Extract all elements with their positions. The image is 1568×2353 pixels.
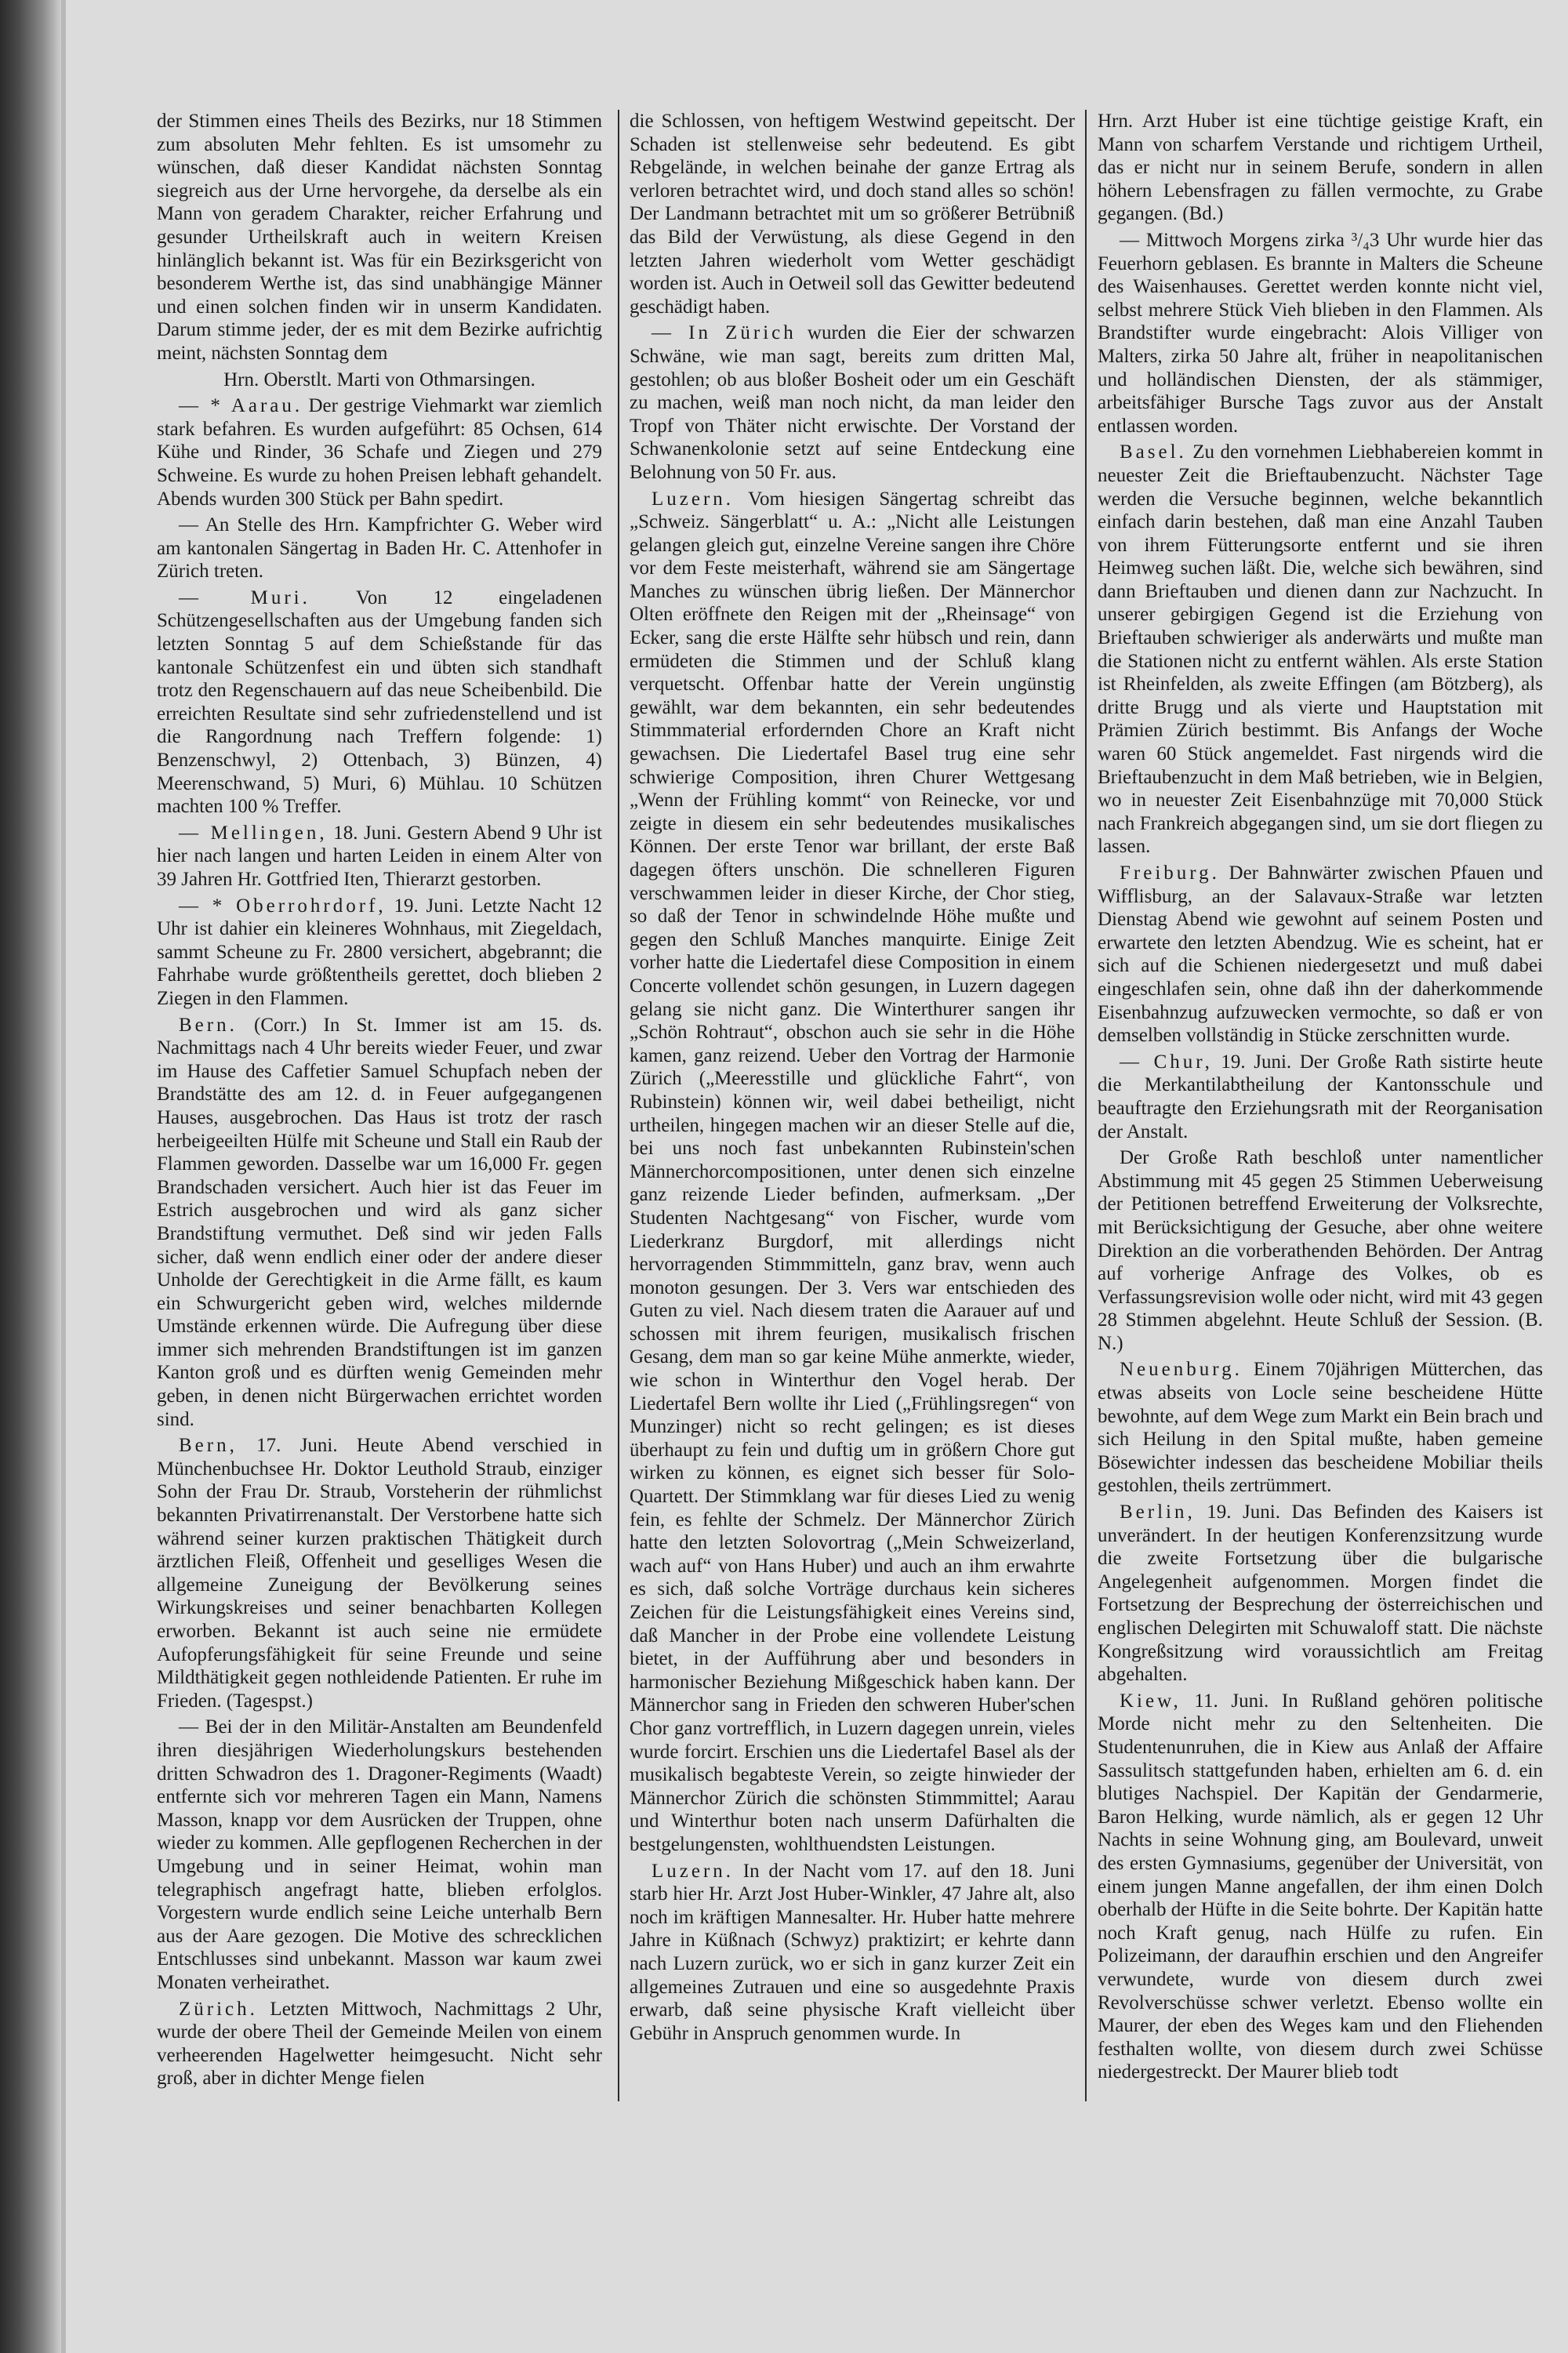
news-paragraph <box>157 369 602 392</box>
paragraph-text: Vom hiesigen Sängertag schreibt das „Schweiz. Sängerblatt“ u. A.: „Nicht alle Leistungen gelangen gleich gut, einzelne Vereine sangen ihre Chöre vor dem Feste meisterhaft, während sie am Sängertage Manches zu wünschen übrig ließen. Der Männerchor Olten eröffnete den Reigen mit der „Rheinsage“ von Ecker, sang die erste Hälfte sehr hübsch und rein, dann ermüdeten die Stimmen und der Schluß klang verquetscht. Offenbar hatte der Verein ungünstig gewählt, war dem bekannten, ein sehr bedeutendes Stimmmaterial erfordernden Chore an Kraft nicht gewachsen. Die Liedertafel Basel trug eine sehr schwierige Composition, ihren Churer Wettgesang „Wenn der Frühling kommt“ von Reinecke, vor und zeigte in diesem ein sehr bedeutendes musikalisches Können. Der erste Tenor war brillant, der erste Baß dagegen öfters unschön. Die schnelleren Figuren verschwammen leider in dieser Kirche, der Chor stieg, so daß der Tenor in schwindelnde Höhe mußte und gegen den Schluß Manches manquirte. Einige Zeit vorher hatte die Liedertafel diese Composition in einem Concerte vollendet schön gesungen, in Luzern dagegen gelang sie nicht ganz. Die Winterthurer sangen ihr „Schön Rohtraut“, obschon auch sie sehr in die Höhe kamen, ganz reizend. Ueber den Vortrag der Harmonie Zürich („Meeresstille und glückliche Fahrt“, von Rubinstein) können wir, weil dabei betheiligt, nicht urtheilen, hingegen machen wir an dieser Stelle auf die, bei uns noch fast unbekannten Rubinstein'schen Männerchorcompositionen, unter denen sich einzelne ganz reizende Lieder befinden, aufmerksam. „Der Studenten Nachtgesang“ von Fischer, wurde vom Liederkranz Burgdorf, mit allerdings nicht hervorragenden Stimmmitteln, ganz brav, wenn auch monoton gesungen. Der 3. Vers war entschieden des Guten zu viel. Nach diesem traten die Aarauer auf und schossen mit ihrem feurigen, musikalisch frischen Gesang, dem man so gar keine Mühe anmerkte, wieder, wie schon in Winterthur den Vogel herab. Der Liedertafel Bern wollte ihr Lied („Frühlingsregen“ von Munzinger) nicht so recht gelingen; es ist dieses überhaupt zu fein und duftig um in größern Chore gut wirken zu können, es eignet sich besser für Solo-Quartett. Der Stimmklang war für dieses Lied zu wenig fein, es fehlte der Schmelz. Der Männerchor Zürich hatte den letzten Solovortrag („Mein Schweizerland, wach auf“ von Hans Huber) und auch an ihm erwahrte es sich, daß solche Vorträge durchaus kein sicheres Zeichen für die Leistungsfähigkeit eines Vereins sind, daß Mancher in der Probe eine vollendete Leistung bietet, in der Aufführung aber und besonders in harmonischer Beziehung Mißgeschick haben kann. Der Männerchor sang in Frieden den schweren Huber'schen Chor ganz vortrefflich, in Luzern dagegen unrein, vieles wurde forcirt. Erschien uns die Liedertafel Basel als der musikalisch begabteste Verein, so zeigte hinwieder der Männerchor Zürich die schönsten Stimmmittel; Aarau und Winterthur boten nach unserm Dafürhalten die bestgelungensten, wohlthuendsten Leistungen. <box>630 488 1075 1855</box>
news-paragraph <box>630 110 1075 318</box>
paragraph-text: Von 12 eingeladenen Schützengesellschaften aus der Umgebung fanden sich letzten Sonntag 5 auf dem Schießstande für das kantonale Schützenfest ein und übten sich standhaft trotz den Regenschauern auf das neue Scheibenbild. Die erreichten Resultate sind sehr zufriedenstellend und ist die Rangordnung nach Treffern folgende: 1) Benzenschwyl, 2) Ottenbach, 3) Bünzen, 4) Meerenschwand, 5) Muri, 6) Mühlau. 10 Schützen machten 100 % Treffer. <box>157 586 602 818</box>
news-paragraph <box>1098 110 1543 226</box>
paragraph-text: Der Bahnwärter zwischen Pfauen und Wifflisburg, an der Salavaux-Straße war letzten Dienstag Abend wie gewohnt auf seinem Posten und erwartete den letzten Abendzug. Wie es scheint, hat er sich auf die Schienen niedergesetzt und muß dabei eingeschlafen sein, ohne daß ihn der daherkommende Eisenbahnzug aufzuwecken vermochte, so daß er von demselben vollständig in Stücke zerschnitten wurde. <box>1098 862 1543 1047</box>
paragraph-text: Der Große Rath beschloß unter namentlicher Abstimmung mit 45 gegen 25 Stimmen Ueberweisung der Petitionen betreffend Erweiterung der Volksrechte, mit Berücksichtigung der Gesuche, aber ohne weitere Direktion an die vorberathenden Behörden. Der Antrag auf vorherige Anfrage des Volkes, ob es Verfassungsrevision wolle oder nicht, wird mit 43 gegen 28 Stimmen abgelehnt. Heute Schluß der Session. (B. N.) <box>1098 1147 1543 1354</box>
news-paragraph <box>157 514 602 583</box>
paragraph-text: Zu den vornehmen Liebhabereien kommt in neuester Zeit die Brieftaubenzucht. Nächster Tage werden die Versuche beginnen, welche bekanntlich einfach darin bestehen, daß man eine Anzahl Tauben von ihrem Fütterungsorte entfernt und sie ihren Heimweg suchen läßt. Die, welche sich bewähren, sind dann Brieftauben und dienen dann zur Nachzucht. In unserer gebirgigen Gegend ist die Erziehung von Brieftauben schwieriger als anderwärts und mußte man die Stationen nicht zu entfernt wählen. Als erste Station ist Rheinfelden, als zweite Effingen (am Bötzberg), als dritte Brugg und als vierte und Hauptstation mit Prämien Zürich bestimmt. Bis Anfangs der Woche waren 60 Stück angemeldet. Fast nirgends wird die Brieftaubenzucht in dem Maß betrieben, wie in Belgien, wo in neuester Zeit Eisenbahnzüge mit 70,000 Stück nach Frankreich abgegangen sind, um sie dort fliegen zu lassen. <box>1098 441 1543 858</box>
paragraph-text: 11. Juni. In Rußland gehören politische Morde nicht mehr zu den Seltenheiten. Die Studentenunruhen, die in Kiew aus Anlaß der Affaire Sassulitsch stattgefunden haben, erhielten am 6. d. ein blutiges Nachspiel. Der Kapitän der Gendarmerie, Baron Helking, wurde nämlich, als er gegen 12 Uhr Nachts in seine Wohnung ging, am Boulevard, unweit des ersten Gymnasiums, gegenüber der Universität, von einem jungen Manne angefallen, der ihm einen Dolch oberhalb der Hüfte in die Seite bohrte. Der Kapitän hatte noch Kraft genug, nach Hülfe zu rufen. Ein Polizeimann, der daraufhin erschien und den Angreifer verwundete, wurde von diesem durch zwei Revolverschüsse schwer verletzt. Ebenso wollte ein Maurer, der eben des Weges kam und den Fliehenden festhalten wollte, von diesem durch zwei Schüsse niedergestreckt. Der Maurer blieb todt <box>1098 1690 1543 2083</box>
news-paragraph <box>1098 1051 1543 1143</box>
news-paragraph <box>630 488 1075 1857</box>
news-paragraph <box>157 1998 602 2090</box>
dateline: Kiew, <box>1120 1690 1181 1712</box>
paragraph-text: 19. Juni. Letzte Nacht 12 Uhr ist dahier ein kleineres Wohnhaus, mit Ziegeldach, sammt Scheune zu Fr. 2800 versichert, abgebrannt; die Fahrhabe wurde größtentheils gerettet, doch blieben 2 Ziegen in den Flammen. <box>157 895 602 1009</box>
paragraph-text: die Schlossen, von heftigem Westwind gepeitscht. Der Schaden ist stellenweise sehr bedeutend. Es gibt Rebgelände, in welchen beinahe der ganze Ertrag als verloren betrachtet wird, und doch stand alles so schön! Der Landmann betrachtet mit um so größerer Betrübniß das Bild der Verwüstung, als diese Gegend in den letzten Jahren wiederholt vom Wetter geschädigt worden ist. Auch in Oetweil soll das Gewitter bedeutend geschädigt haben. <box>630 111 1075 318</box>
dateline: Zürich. <box>179 1998 258 2020</box>
news-paragraph <box>157 1434 602 1712</box>
news-paragraph <box>1098 1358 1543 1498</box>
paragraph-text: Der gestrige Viehmarkt war ziemlich stark befahren. Es wurden aufgeführt: 85 Ochsen, 614 Kühe und Rinder, 36 Schafe und Ziegen und 279 Schweine. Es wurde zu hohen Preisen lebhaft gehandelt. Abends wurden 300 Stück per Bahn spedirt. <box>157 395 602 510</box>
paragraph-text: 19. Juni. Der Große Rath sistirte heute die Merkantilabtheilung der Kantonsschule und beauftragte den Erziehungsrath mit der Reorganisation der Anstalt. <box>1098 1051 1543 1142</box>
dateline: — In Zürich <box>652 322 797 344</box>
paragraph-text: — Mittwoch Morgens zirka ³/₄3 Uhr wurde hier das Feuerhorn geblasen. Es brannte in Malters die Scheune des Waisenhauses. Gerettet werden konnte nicht viel, selbst mehrere Stück Vieh blieben in den Flammen. Als Brandstifter wurde eingebracht: Alois Villiger von Malters, zirka 50 Jahre alt, früher in neapolitanischen und holländischen Diensten, der als stämmiger, arbeitsfähiger Bursche Tags zuvor aus der Anstalt entlassen worden. <box>1098 229 1543 437</box>
news-paragraph <box>1098 441 1543 859</box>
paragraph-text: Hrn. Arzt Huber ist eine tüchtige geistige Kraft, ein Mann von scharfem Verstande und richtigem Urtheil, das er nicht nur in seinem Berufe, sondern in allen höhern Lebensfragen zu fällen vermochte, zu Grabe gegangen. (Bd.) <box>1098 111 1543 225</box>
dateline: — Mellingen, <box>179 822 328 844</box>
dateline: Neuenburg. <box>1120 1359 1243 1381</box>
dateline: Berlin, <box>1120 1501 1196 1523</box>
news-paragraph <box>157 1014 602 1432</box>
news-paragraph <box>630 321 1075 484</box>
news-paragraph <box>157 110 602 365</box>
dateline: Bern. <box>179 1014 238 1036</box>
dateline: Bern, <box>179 1435 238 1457</box>
dateline: — Muri. <box>179 586 310 608</box>
paragraph-text: der Stimmen eines Theils des Bezirks, nur 18 Stimmen zum absoluten Mehr fehlten. Es ist umsomehr zu wünschen, daß dieser Kandidat nächsten Sonntag siegreich aus der Urne hervorgehe, da derselbe als ein Mann von geradem Charakter, reicher Erfahrung und gesunder Urtheilskraft auch in weitern Kreisen hinlänglich bekannt ist. Was für ein Bezirksgericht von besonderem Werthe ist, das sind unabhängige Männer und einen solchen finden wir in unserm Kandidaten. Darum stimme jeder, der es mit dem Bezirke aufrichtig meint, nächsten Sonntag dem <box>157 111 602 364</box>
paragraph-text: Einem 70jährigen Mütterchen, das etwas abseits von Locle seine bescheidene Hütte bewohnte, auf dem Wege zum Markt ein Bein brach und sich Heilung in den Spital mußte, haben gemeine Bösewichter indessen das bescheidene Mobiliar theils gestohlen, theils zertrümmert. <box>1098 1359 1543 1497</box>
page-edge <box>61 0 66 2353</box>
paragraph-text: Letzten Mittwoch, Nachmittags 2 Uhr, wurde der obere Theil der Gemeinde Meilen von einem verheerenden Hagelwetter heimgesucht. Nicht sehr groß, aber in dichter Menge fielen <box>157 1998 602 2090</box>
dateline: Luzern. <box>652 488 735 510</box>
dateline: Luzern. <box>652 1860 735 1882</box>
paragraph-text: (Corr.) In St. Immer ist am 15. ds. Nachmittags nach 4 Uhr bereits wieder Feuer, und zwar im Hause des Caffetier Samuel Schupfach neben der Brandstätte des am 12. d. in Feuer aufgegangenen Hauses, ausgebrochen. Das Haus ist trotz der rasch herbeigeeilten Hülfe mit Scheune und Stall ein Raub der Flammen geworden. Dasselbe war um 16,000 Fr. gegen Brandschaden versichert. Auch hier ist das Feuer im Estrich ausgebrochen und wird als ganz sicher Brandstiftung vermuthet. Deß sind wir jeden Falls sicher, daß wenn endlich einer oder der andere dieser Unholde der Gerechtigkeit in die Arme fällt, es kaum ein Schwurgericht geben wird, welches mildernde Umstände erkennen würde. Die Aufregung über diese immer sich mehrenden Brandstiftungen ist im ganzen Kanton groß und es dürften wenig Gemeinden mehr geben, in denen nicht Bürgerwachen errichtet worden sind. <box>157 1014 602 1430</box>
news-paragraph <box>157 1716 602 1994</box>
news-column-2 <box>630 110 1075 2048</box>
dateline: — * Aarau. <box>179 395 303 417</box>
news-paragraph <box>1098 1690 1543 2084</box>
news-paragraph <box>1098 229 1543 438</box>
paragraph-text: 17. Juni. Heute Abend verschied in Münchenbuchsee Hr. Doktor Leuthold Straub, einziger Sohn der Frau Dr. Straub, Vorsteherin der rühmlichst bekannten Privatirrenanstalt. Der Verstorbene hatte sich während seiner kurzen praktischen Thätigkeit durch ärztlichen Fleiß, Offenheit und geselliges Wesen die allgemeine Zuneigung der Bevölkerung seines Wirkungskreises und seiner benachbarten Kollegen erworben. Bekannt ist auch seine nie ermüdete Aufopferungsfähigkeit für seine Freunde und seine Mildthätigkeit gegen nothleidende Patienten. Er ruhe im Frieden. (Tagespst.) <box>157 1435 602 1712</box>
news-paragraph <box>1098 1501 1543 1687</box>
book-binding <box>0 0 61 2353</box>
dateline: Freiburg. <box>1120 862 1220 884</box>
paragraph-text: — An Stelle des Hrn. Kampfrichter G. Weber wird am kantonalen Sängertag in Baden Hr. C. Attenhofer in Zürich treten. <box>157 514 602 583</box>
news-paragraph <box>157 822 602 891</box>
column-divider <box>618 110 619 2101</box>
news-paragraph <box>630 1860 1075 2046</box>
news-paragraph <box>1098 862 1543 1048</box>
paragraph-text: 19. Juni. Das Befinden des Kaisers ist unverändert. In der heutigen Konferenzsitzung wurde die zweite Fortsetzung über die bulgarische Angelegenheit aufgenommen. Morgen findet die Fortsetzung der Besprechung der österreichischen und englischen Delegirten mit Schuwaloff statt. Die nächste Kongreßsitzung wird voraussichtlich am Freitag abgehalten. <box>1098 1501 1543 1686</box>
paragraph-text: wurden die Eier der schwarzen Schwäne, wie man sagt, bereits zum dritten Mal, gestohlen; ob aus bloßer Bosheit oder um ein Geschäft zu machen, weiß man noch nicht, da man leider den Tropf von Thäter nicht erwischte. Der Vorstand der Schwanenkolonie setzt auf seine Entdeckung eine Belohnung von 50 Fr. aus. <box>630 322 1076 483</box>
column-divider <box>1085 110 1087 2101</box>
news-paragraph <box>157 895 602 1011</box>
paragraph-text: — Bei der in den Militär-Anstalten am Beundenfeld ihren diesjährigen Wiederholungskurs bestehenden dritten Schwadron des 1. Dragoner-Regiments (Waadt) entfernte sich vor mehreren Tagen ein Mann, Namens Masson, knapp vor dem Ausrücken der Truppen, ohne wieder zu kommen. Alle gepflogenen Recherchen in der Umgebung und in seiner Heimat, wohin man telegraphisch angefragt hatte, blieben erfolglos. Vorgestern wurde endlich seine Leiche unterhalb Bern aus der Aare gezogen. Die Motive des schrecklichen Entschlusses sind unbekannt. Masson war kaum zwei Monaten verheirathet. <box>157 1716 602 1993</box>
dateline: — Chur, <box>1120 1051 1213 1073</box>
dateline: — * Oberrohrdorf, <box>179 895 387 917</box>
news-paragraph <box>157 394 602 510</box>
news-paragraph <box>157 586 602 819</box>
dateline: Basel. <box>1120 441 1187 463</box>
paragraph-text: In der Nacht vom 17. auf den 18. Juni starb hier Hr. Arzt Jost Huber-Winkler, 47 Jahre alt, also noch im kräftigen Mannesalter. Hr. Huber hatte mehrere Jahre in Küßnach (Schwyz) praktizirt; er kehrte dann nach Luzern zurück, wo er sich in ganz kurzer Zeit ein allgemeines Zutrauen und eine so ausgedehnte Praxis erwarb, daß seine physische Kraft vielleicht über Gebühr in Anspruch genommen wurde. In <box>630 1860 1075 2044</box>
paragraph-text: 18. Juni. Gestern Abend 9 Uhr ist hier nach langen und harten Leiden in einem Alter von 39 Jahren Hr. Gottfried Iten, Thierarzt gestorben. <box>157 822 602 890</box>
news-column-3 <box>1098 110 1543 2087</box>
news-paragraph <box>1098 1146 1543 1355</box>
paragraph-text: Hrn. Oberstlt. Marti von Othmarsingen. <box>223 369 535 390</box>
news-column-1 <box>157 110 602 2093</box>
